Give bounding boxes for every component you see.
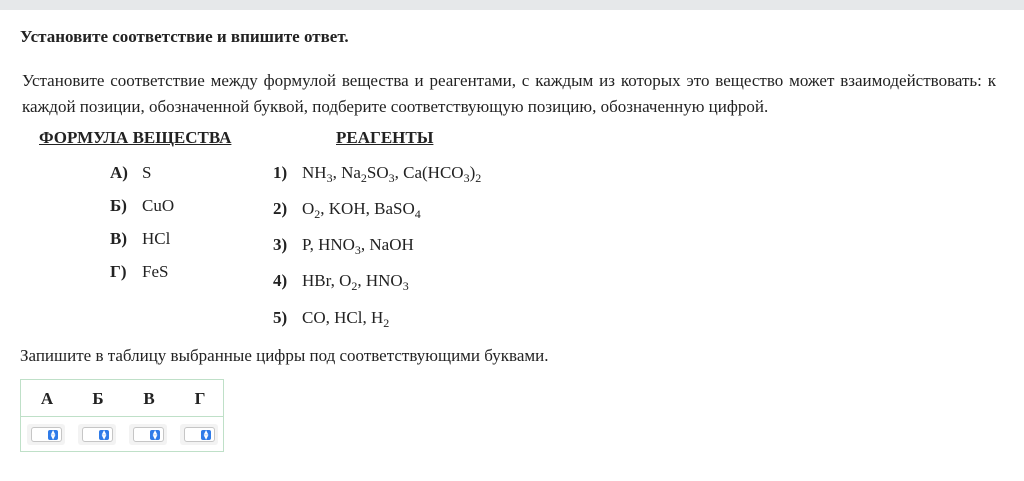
formula-text: S	[142, 163, 152, 182]
formula-item-g	[110, 262, 168, 282]
answer-select-v[interactable]	[129, 424, 167, 445]
task-title: Установите соответствие и впишите ответ.	[20, 27, 349, 46]
formula-column-header: ФОРМУЛА ВЕЩЕСТВА	[39, 128, 232, 147]
reagent-label: 2)	[273, 199, 288, 218]
top-bar	[0, 0, 1024, 10]
reagent-item-5	[273, 308, 389, 328]
reagent-label: 1)	[273, 163, 288, 182]
updown-chevron-icon: ▲ ▼	[150, 430, 160, 440]
select-box[interactable]	[184, 427, 215, 442]
reagent-item-1	[273, 163, 481, 183]
reagent-formula: P, $HNO_3$, NaOH	[302, 235, 414, 257]
select-box[interactable]	[133, 427, 164, 442]
formula-item-v	[110, 229, 170, 249]
answer-table-header-row	[21, 380, 223, 417]
answer-select-a[interactable]	[27, 424, 65, 445]
formula-text: CuO	[142, 196, 175, 215]
answer-select-b[interactable]	[78, 424, 116, 445]
formula-text: HCl	[142, 229, 171, 248]
reagent-label: 5)	[273, 308, 288, 327]
task-description: Установите соответствие между формулой вещества и реагентами, с каждым из которых это вещество может взаимодействовать: к каждой позиции, обозначенной буквой, подберите соответствующую позицию, обозначенную цифрой.	[22, 71, 996, 116]
updown-chevron-icon: ▲ ▼	[48, 430, 58, 440]
updown-chevron-icon: ▲ ▼	[201, 430, 211, 440]
formula-label: А)	[110, 163, 128, 182]
reagent-label: 4)	[273, 271, 288, 290]
answer-header-a: А	[40, 389, 54, 408]
reagent-formula: $O_2$, KOH, BaSO$_4$	[302, 199, 421, 221]
answer-select-g[interactable]	[180, 424, 218, 445]
answer-instruction: Запишите в таблицу выбранные цифры под соответствующими буквами.	[20, 346, 549, 365]
reagent-label: 3)	[273, 235, 288, 254]
reagent-item-2	[273, 199, 421, 219]
reagent-formula: HBr, $O_2$, $HNO_3$	[302, 271, 409, 293]
select-box[interactable]	[31, 427, 62, 442]
answer-header-v: В	[143, 389, 155, 408]
formula-item-a	[110, 163, 151, 183]
answer-header-g: Г	[194, 389, 206, 408]
updown-chevron-icon: ▲ ▼	[99, 430, 109, 440]
formula-item-b	[110, 196, 174, 216]
reagent-item-3	[273, 235, 414, 255]
select-box[interactable]	[82, 427, 113, 442]
reagents-column-header: РЕАГЕНТЫ	[336, 128, 434, 147]
reagent-formula: $NH_3$, $Na_2SO_3$, $Ca(HCO_3)_2$	[302, 163, 482, 185]
formula-label: Б)	[110, 196, 127, 215]
answer-header-b: Б	[92, 389, 104, 408]
formula-label: Г)	[110, 262, 127, 281]
reagent-formula: CO, HCl, $H_2$	[302, 308, 390, 330]
answer-table	[20, 379, 224, 452]
reagent-item-4	[273, 271, 409, 291]
formula-text: FeS	[142, 262, 169, 281]
formula-label: В)	[110, 229, 127, 248]
